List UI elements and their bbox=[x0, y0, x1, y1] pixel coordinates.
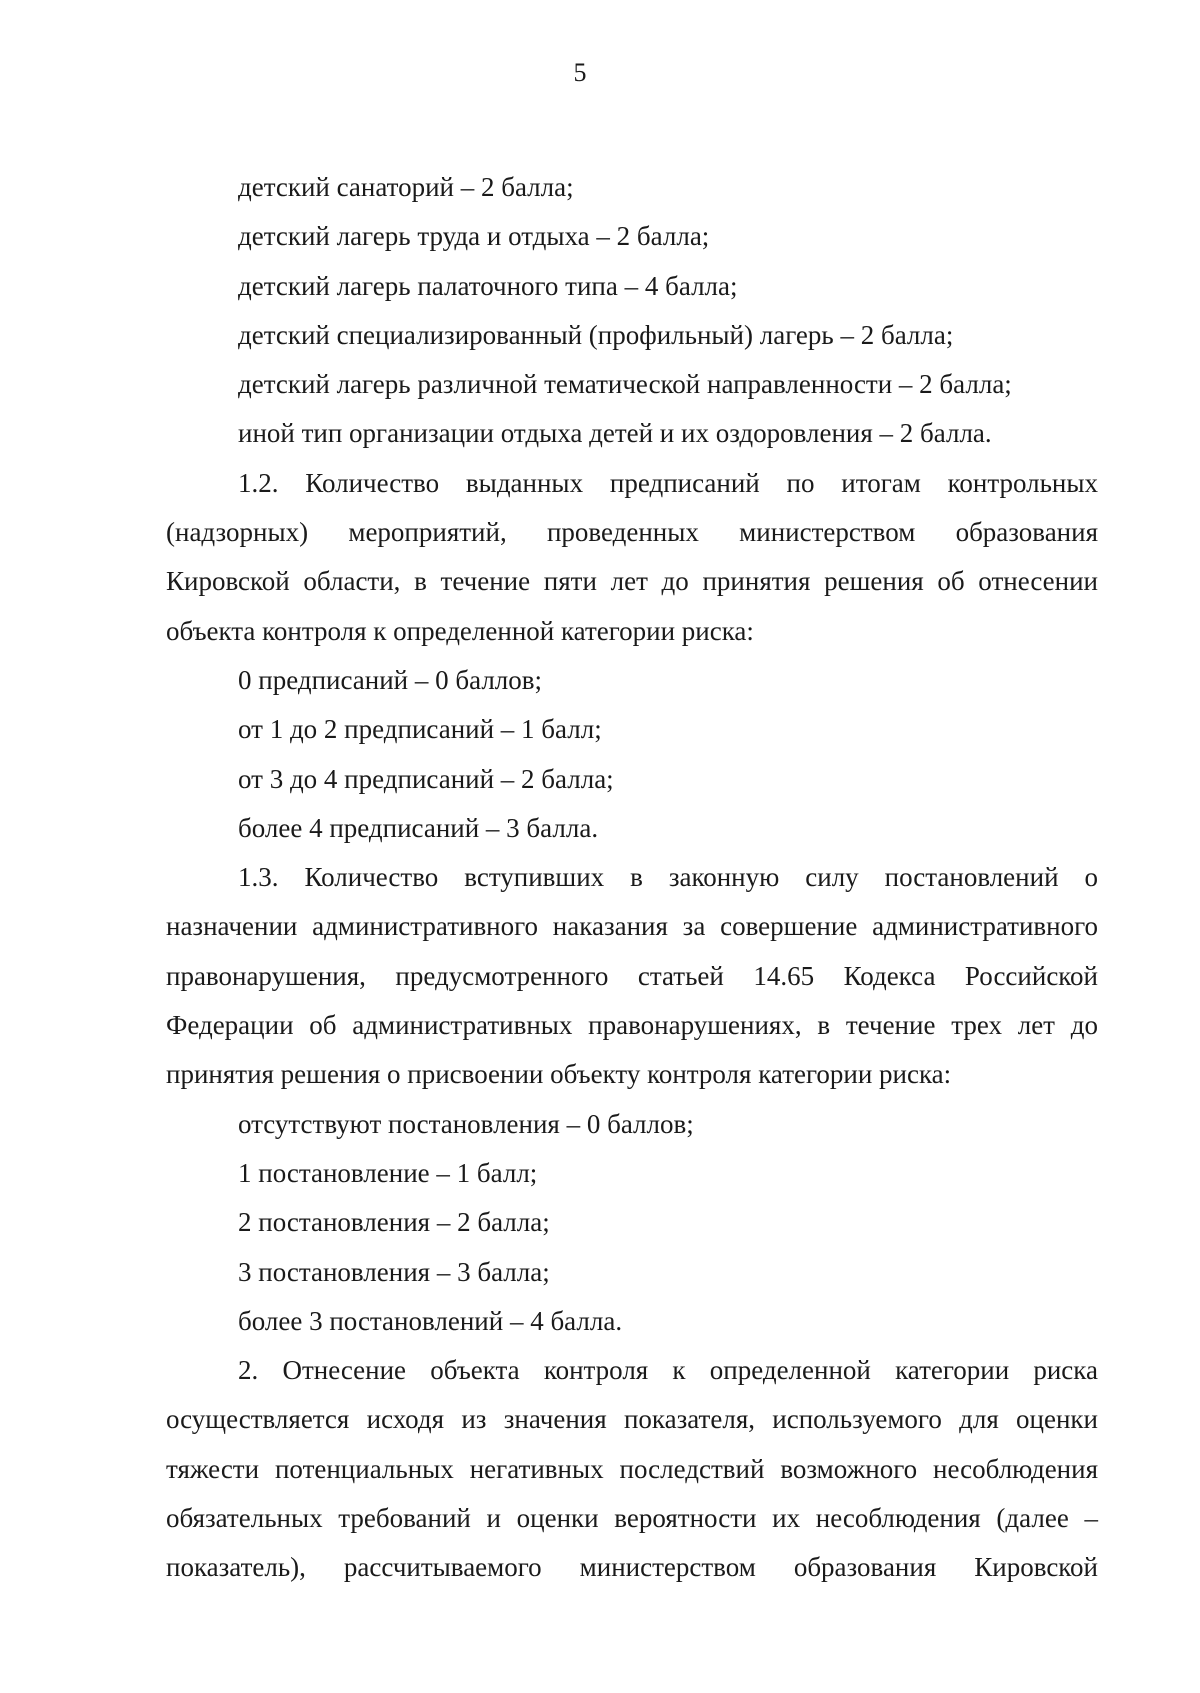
text-line: иной тип организации отдыха детей и их оздоровления – 2 балла. bbox=[238, 418, 992, 449]
text-line: 1 постановление – 1 балл; bbox=[238, 1157, 538, 1188]
text-line: объекта контроля к определенной категории риска: bbox=[166, 615, 754, 646]
text-line: детский санаторий – 2 балла; bbox=[238, 172, 574, 202]
text-line: 1.3. Количество вступивших в законную силу постановлений о bbox=[238, 862, 1098, 893]
text-line: более 4 предписаний – 3 балла. bbox=[238, 812, 599, 843]
text-line: от 3 до 4 предписаний – 2 балла; bbox=[238, 763, 614, 794]
text-line: детский лагерь различной тематической направленности – 2 балла; bbox=[238, 369, 1012, 400]
text-line: 0 предписаний – 0 баллов; bbox=[238, 664, 543, 695]
text-line: назначении административного наказания за совершение административного bbox=[166, 911, 1098, 942]
text-line: принятия решения о присвоении объекту контроля категории риска: bbox=[166, 1059, 952, 1090]
text-line: более 3 постановлений – 4 балла. bbox=[238, 1305, 623, 1336]
text-line: детский лагерь труда и отдыха – 2 балла; bbox=[238, 221, 710, 252]
text-line: правонарушения, предусмотренного статьей 14.65 Кодекса Российской bbox=[166, 960, 1098, 991]
text-line: детский лагерь палаточного типа – 4 балла; bbox=[238, 270, 738, 301]
text-line: осуществляется исходя из значения показателя, используемого для оценки bbox=[166, 1404, 1098, 1435]
text-line: показатель), рассчитываемого министерством образования Кировской bbox=[166, 1552, 1098, 1583]
page-number: 5 bbox=[573, 58, 587, 87]
text-line: Кировской области, в течение пяти лет до принятия решения об отнесении bbox=[166, 566, 1098, 597]
text-line: 2. Отнесение объекта контроля к определенной категории риска bbox=[238, 1355, 1098, 1386]
text-line: Федерации об административных правонарушениях, в течение трех лет до bbox=[166, 1010, 1098, 1041]
text-line: от 1 до 2 предписаний – 1 балл; bbox=[238, 714, 602, 745]
text-line: тяжести потенциальных негативных последствий возможного несоблюдения bbox=[166, 1453, 1098, 1484]
text-line: обязательных требований и оценки вероятности их несоблюдения (далее – bbox=[166, 1503, 1098, 1534]
text-line: 1.2. Количество выданных предписаний по итогам контрольных bbox=[238, 467, 1098, 498]
text-line: (надзорных) мероприятий, проведенных министерством образования bbox=[166, 517, 1098, 548]
text-line: 3 постановления – 3 балла; bbox=[238, 1256, 550, 1287]
text-line: 2 постановления – 2 балла; bbox=[238, 1207, 550, 1238]
text-line: отсутствуют постановления – 0 баллов; bbox=[238, 1108, 694, 1139]
document-body bbox=[166, 163, 1098, 1593]
text-line: детский специализированный (профильный) лагерь – 2 балла; bbox=[238, 319, 954, 350]
